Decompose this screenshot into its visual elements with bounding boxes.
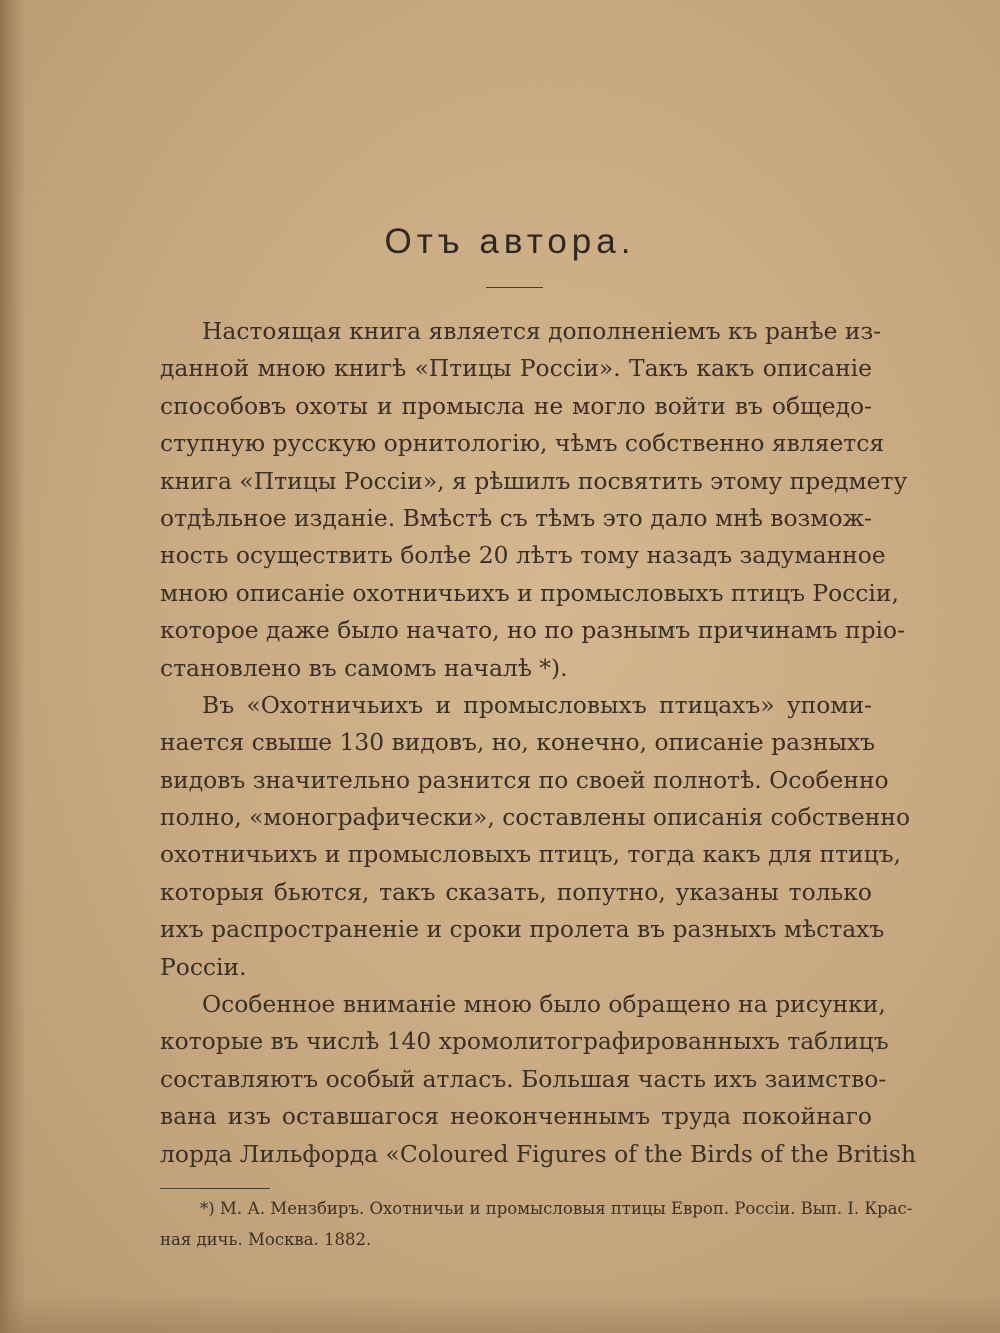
text-line: способовъ охоты и промысла не могло войти въ общедо- <box>160 391 872 420</box>
page-shadow-left <box>0 0 26 1333</box>
text-line: которые въ числѣ 140 хромолитографированныхъ таблицъ <box>160 1027 889 1056</box>
text-line: Россіи. <box>160 952 247 981</box>
text-line: Въ «Охотничьихъ и промысловыхъ птицахъ» упоми- <box>202 690 872 719</box>
text-line: Особенное вниманіе мною было обращено на рисунки, <box>202 990 886 1019</box>
text-line: отдѣльное изданіе. Вмѣстѣ съ тѣмъ это дало мнѣ возмож- <box>160 503 872 532</box>
text-line: данной мною книгѣ «Птицы Россіи». Такъ какъ описаніе <box>160 354 872 383</box>
text-line: видовъ значительно разнится по своей полнотѣ. Особенно <box>160 765 889 794</box>
text-line: лорда Лильфорда «Coloured Figures of the Birds of the British <box>160 1139 917 1168</box>
text-line: ступную русскую орнитологію, чѣмъ собственно является <box>160 429 885 458</box>
text-line: нается свыше 130 видовъ, но, конечно, описаніе разныхъ <box>160 728 876 757</box>
footnote-rule <box>160 1188 270 1189</box>
footnote-line: *) М. А. Мензбиръ. Охотничьи и промысловыя птицы Европ. Россіи. Вып. I. Крас- <box>200 1199 913 1218</box>
text-line: ихъ распространеніе и сроки пролета въ разныхъ мѣстахъ <box>160 915 885 944</box>
text-line: которыя бьются, такъ сказать, попутно, указаны только <box>160 877 872 906</box>
text-line: книга «Птицы Россіи», я рѣшилъ посвятить этому предмету <box>160 466 908 495</box>
text-line: ность осуществить болѣе 20 лѣтъ тому назадъ задуманное <box>160 541 886 570</box>
text-line: составляютъ особый атласъ. Большая часть ихъ заимство- <box>160 1064 887 1093</box>
text-line: становлено въ самомъ началѣ *). <box>160 653 568 682</box>
text-line: полно, «монографически», составлены описанія собственно <box>160 803 911 832</box>
page-heading: Отъ автора. <box>384 222 636 261</box>
footnote-line: ная дичь. Москва. 1882. <box>160 1230 372 1249</box>
text-line: охотничьихъ и промысловыхъ птицъ, тогда какъ для птицъ, <box>160 840 901 869</box>
text-line: Настоящая книга является дополненіемъ къ ранѣе из- <box>202 317 882 345</box>
text-line: мною описаніе охотничьихъ и промысловыхъ птицъ Россіи, <box>160 578 899 607</box>
page-shadow-bottom <box>0 1293 1000 1333</box>
heading-rule <box>486 287 543 288</box>
footnote <box>160 1193 913 1255</box>
body-text <box>160 313 917 1173</box>
text-line: которое даже было начато, но по разнымъ причинамъ пріо- <box>160 616 906 645</box>
text-line: вана изъ оставшагося неоконченнымъ труда покойнаго <box>160 1102 872 1131</box>
